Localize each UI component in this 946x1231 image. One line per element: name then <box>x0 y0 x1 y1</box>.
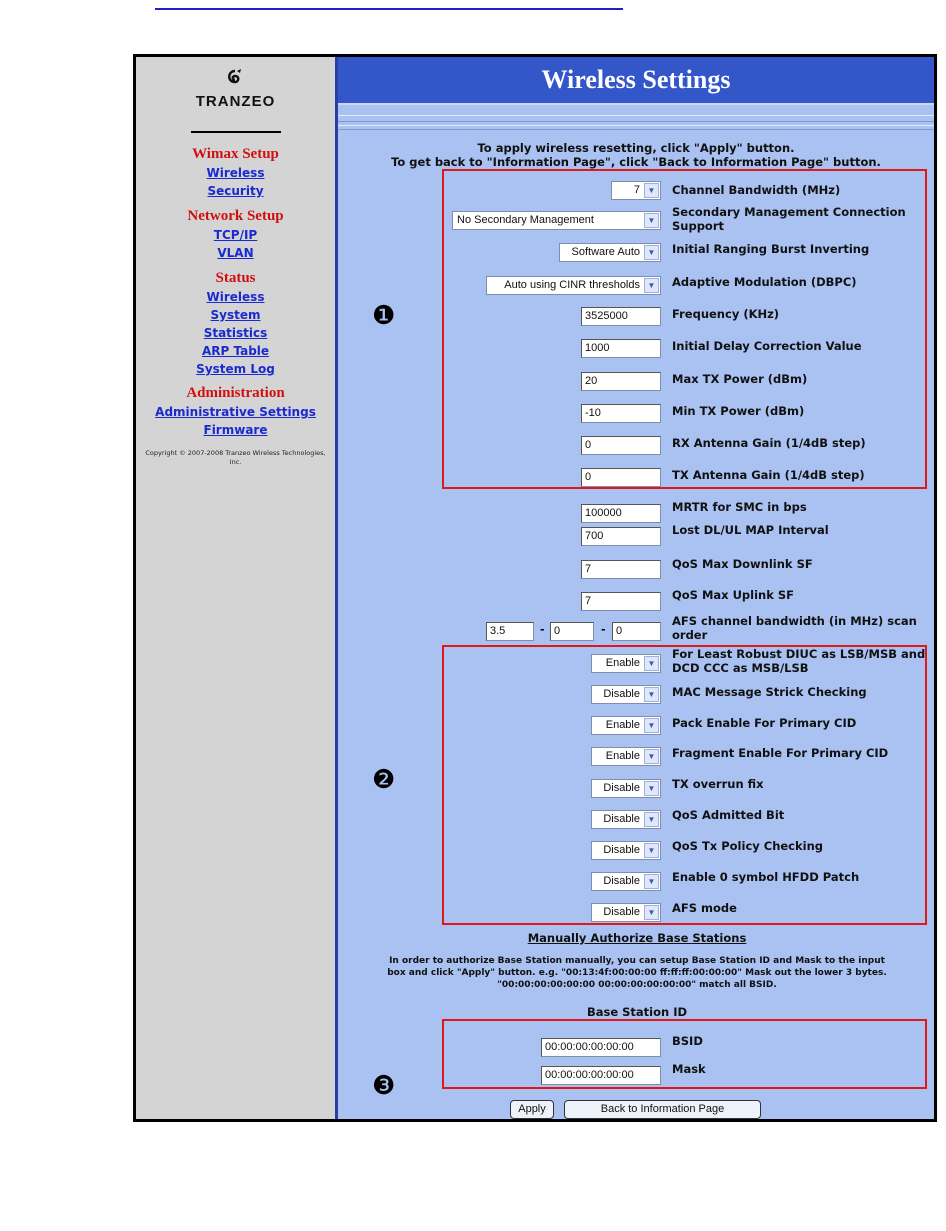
back-to-information-button[interactable]: Back to Information Page <box>564 1100 761 1119</box>
qos-downlink-input[interactable]: 7 <box>581 560 661 579</box>
logo-divider <box>191 131 281 133</box>
tx-overrun-select[interactable]: Disable ▼ <box>591 779 661 798</box>
label-ranging-burst: Initial Ranging Burst Inverting <box>672 242 870 256</box>
label-delay-correction: Initial Delay Correction Value <box>672 339 862 353</box>
chevron-down-icon: ▼ <box>644 278 659 293</box>
sidebar <box>136 57 338 1119</box>
nav-section-admin <box>136 384 335 439</box>
chevron-down-icon: ▼ <box>644 812 659 827</box>
label-mrtr: MRTR for SMC in bps <box>672 500 807 514</box>
marker-1: ❶ <box>372 301 396 331</box>
least-robust-select[interactable]: Enable ▼ <box>591 654 661 673</box>
nav-link-security[interactable]: Security <box>207 184 264 198</box>
ranging-burst-select[interactable]: Software Auto ▼ <box>559 243 661 262</box>
manual-auth-description <box>338 955 936 991</box>
label-afs-mode: AFS mode <box>672 901 737 915</box>
nav-heading-network-setup: Network Setup <box>187 208 284 224</box>
chevron-down-icon: ▼ <box>644 781 659 796</box>
afs-mode-select[interactable]: Disable ▼ <box>591 903 661 922</box>
base-station-id-heading: Base Station ID <box>586 1005 688 1019</box>
nav-heading-administration: Administration <box>186 385 285 401</box>
nav-link-vlan[interactable]: VLAN <box>217 246 254 260</box>
intro-line-2: To get back to "Information Page", click "Back to Information Page" button. <box>391 155 881 169</box>
max-tx-power-input[interactable]: 20 <box>581 372 661 391</box>
afs-scan-input-2[interactable]: 0 <box>550 622 594 641</box>
label-adaptive-modulation: Adaptive Modulation (DBPC) <box>672 275 857 289</box>
auth-text-line-3: "00:00:00:00:00:00 00:00:00:00:00:00" match all BSID. <box>497 980 777 990</box>
adaptive-modulation-select[interactable]: Auto using CINR thresholds ▼ <box>486 276 661 295</box>
swirl-logo-icon <box>224 69 246 89</box>
label-hfdd-patch: Enable 0 symbol HFDD Patch <box>672 870 860 884</box>
nav-link-system[interactable]: System <box>210 308 261 322</box>
label-qos-downlink: QoS Max Downlink SF <box>672 557 813 571</box>
tranzeo-logo <box>176 69 296 117</box>
top-link-underline <box>155 8 623 10</box>
channel-bandwidth-select[interactable]: 7 ▼ <box>611 181 661 200</box>
chevron-down-icon: ▼ <box>644 656 659 671</box>
chevron-down-icon: ▼ <box>644 245 659 260</box>
nav-link-admin-settings[interactable]: Administrative Settings <box>155 405 316 419</box>
afs-scan-input-1[interactable]: 3.5 <box>486 622 534 641</box>
apply-button[interactable]: Apply <box>510 1100 554 1119</box>
divider <box>338 125 934 130</box>
min-tx-power-input[interactable]: -10 <box>581 404 661 423</box>
chevron-down-icon: ▼ <box>644 718 659 733</box>
intro-line-1: To apply wireless resetting, click "Apply" button. <box>477 141 795 155</box>
chevron-down-icon: ▼ <box>644 213 659 228</box>
rx-antenna-gain-input[interactable]: 0 <box>581 436 661 455</box>
nav-link-arp-table[interactable]: ARP Table <box>201 344 270 358</box>
label-qos-uplink: QoS Max Uplink SF <box>672 588 795 602</box>
label-secondary-mgmt: Secondary Management Connection Support <box>672 205 906 233</box>
afs-scan-input-3[interactable]: 0 <box>612 622 661 641</box>
mask-input[interactable]: 00:00:00:00:00:00 <box>541 1066 661 1085</box>
chevron-down-icon: ▼ <box>644 905 659 920</box>
frequency-input[interactable]: 3525000 <box>581 307 661 326</box>
nav-link-tcpip[interactable]: TCP/IP <box>213 228 258 242</box>
intro-text <box>338 141 934 169</box>
nav-section-status <box>136 269 335 378</box>
nav-link-status-wireless[interactable]: Wireless <box>206 290 265 304</box>
afs-scan-separator: - <box>540 623 545 636</box>
qos-tx-policy-select[interactable]: Disable ▼ <box>591 841 661 860</box>
label-channel-bandwidth: Channel Bandwidth (MHz) <box>672 183 841 197</box>
chevron-down-icon: ▼ <box>644 874 659 889</box>
auth-text-line-1: In order to authorize Base Station manually, you can setup Base Station ID and Mask to the input <box>389 956 885 966</box>
label-lost-map-interval: Lost DL/UL MAP Interval <box>672 523 829 537</box>
nav-section-wimax <box>136 145 335 200</box>
main-panel <box>338 57 934 1119</box>
label-tx-overrun: TX overrun fix <box>672 777 764 791</box>
label-least-robust: For Least Robust DIUC as LSB/MSB and DCD CCC as MSB/LSB <box>672 647 926 675</box>
lost-map-interval-input[interactable]: 700 <box>581 527 661 546</box>
chevron-down-icon: ▼ <box>644 749 659 764</box>
copyright-text: Copyright © 2007-2008 Tranzeo Wireless Technologies, Inc. <box>145 449 326 466</box>
manual-auth-heading: Manually Authorize Base Stations <box>527 931 747 945</box>
label-frequency: Frequency (KHz) <box>672 307 780 321</box>
label-mac-check: MAC Message Strick Checking <box>672 685 867 699</box>
qos-uplink-input[interactable]: 7 <box>581 592 661 611</box>
secondary-mgmt-select[interactable]: No Secondary Management ▼ <box>452 211 661 230</box>
auth-text-line-2: box and click "Apply" button. e.g. "00:13:4f:00:00:00 ff:ff:ff:00:00:00" Mask out the lower 3 bytes. <box>387 968 887 978</box>
hfdd-patch-select[interactable]: Disable ▼ <box>591 872 661 891</box>
afs-scan-separator: - <box>601 623 606 636</box>
marker-3: ❸ <box>372 1071 396 1101</box>
label-bsid: BSID <box>672 1034 703 1048</box>
delay-correction-input[interactable]: 1000 <box>581 339 661 358</box>
title-bar <box>338 57 934 105</box>
fragment-enable-select[interactable]: Enable ▼ <box>591 747 661 766</box>
chevron-down-icon: ▼ <box>644 843 659 858</box>
label-qos-tx-policy: QoS Tx Policy Checking <box>672 839 824 853</box>
marker-2: ❷ <box>372 765 396 795</box>
bsid-input[interactable]: 00:00:00:00:00:00 <box>541 1038 661 1057</box>
nav-link-system-log[interactable]: System Log <box>196 362 275 376</box>
logo-text: TRANZEO <box>195 93 276 110</box>
label-pack-enable: Pack Enable For Primary CID <box>672 716 857 730</box>
chevron-down-icon: ▼ <box>644 183 659 198</box>
page-title: Wireless Settings <box>541 65 731 94</box>
label-min-tx-power: Min TX Power (dBm) <box>672 404 805 418</box>
mrtr-input[interactable]: 100000 <box>581 504 661 523</box>
nav-link-wireless[interactable]: Wireless <box>206 166 265 180</box>
nav-link-statistics[interactable]: Statistics <box>203 326 268 340</box>
divider <box>338 115 934 122</box>
label-tx-antenna-gain: TX Antenna Gain (1/4dB step) <box>672 468 865 482</box>
nav-link-firmware[interactable]: Firmware <box>203 423 268 437</box>
qos-admitted-select[interactable]: Disable ▼ <box>591 810 661 829</box>
nav-heading-wimax-setup: Wimax Setup <box>192 146 279 162</box>
browser-frame <box>133 54 937 1122</box>
nav-section-network <box>136 207 335 262</box>
label-mask: Mask <box>672 1062 706 1076</box>
label-qos-admitted: QoS Admitted Bit <box>672 808 785 822</box>
pack-enable-select[interactable]: Enable ▼ <box>591 716 661 735</box>
label-fragment-enable: Fragment Enable For Primary CID <box>672 746 889 760</box>
label-rx-antenna-gain: RX Antenna Gain (1/4dB step) <box>672 436 866 450</box>
mac-check-select[interactable]: Disable ▼ <box>591 685 661 704</box>
group-3-highlight <box>442 1019 927 1089</box>
label-max-tx-power: Max TX Power (dBm) <box>672 372 808 386</box>
label-afs-scan: AFS channel bandwidth (in MHz) scan order <box>672 614 917 642</box>
nav-heading-status: Status <box>215 270 256 286</box>
chevron-down-icon: ▼ <box>644 687 659 702</box>
tx-antenna-gain-input[interactable]: 0 <box>581 468 661 487</box>
